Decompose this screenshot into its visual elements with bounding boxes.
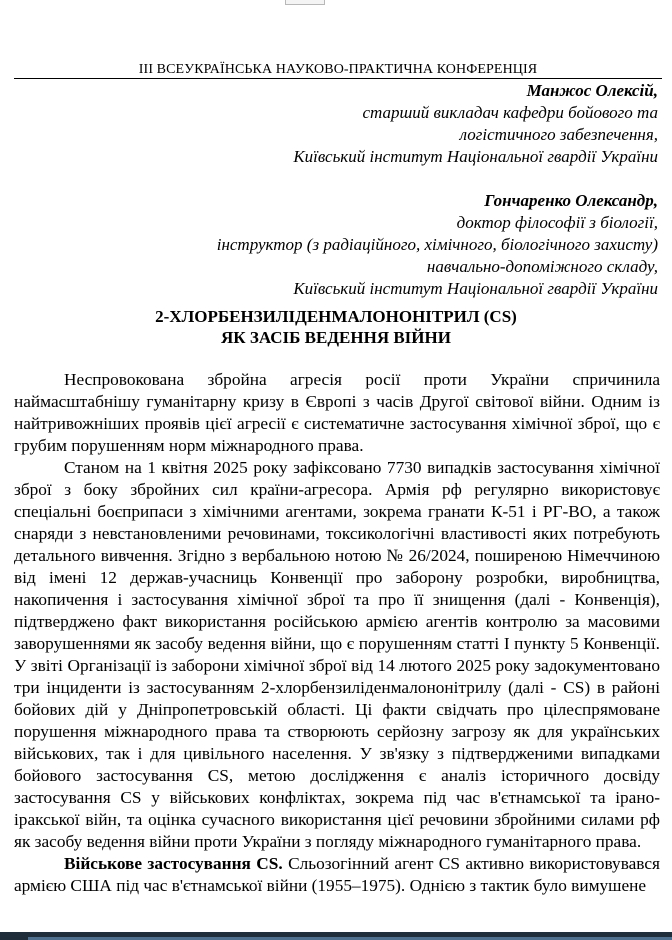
paragraph-2: Станом на 1 квітня 2025 року зафіксовано 7730 випадків застосування хімічної зброї з боку збройних сил країни-агресора. Армія рф регулярно використовує спеціальні боєприпаси з хімічними агентами, зокрема гранати К-51 і РГ-ВО, а також снаряди з невстановленими речовинами, токсикологічні властивості яких потребують детального вивчення. Згідно з вербальною нотою № 26/2024, поширеною Німеччиною від імені 12 держав-учасниць Конвенції про заборону розробки, виробництва, накопичення і застосування хімічної зброї та про її знищення (далі - Конвенція), підтверджено факт використання російською армією агентів контролю за масовими заворушеннями як засобу ведення війни, що є порушенням статті І пункту 5 Конвенції. У звіті Організації із заборони хімічної зброї від 14 лютого 2025 року задокументовано три інциденти із застосуванням 2-хлорбензиліденмалононітрилу (далі - CS) в районі бойових дій у Дніпропетровській області. Ці факти свідчать про цілеспрямоване порушення міжнародного права та створюють серйозну загрозу як для українських військових, так і для цивільного населення. У зв'язку з підтвердженими випадками бойового застосування CS, метою дослідження є аналіз історичного досвіду застосування CS у військових конфліктах, зокрема під час в'єтнамської та ірано-іракської війн, та оцінка сучасного використання цієї речовини збройними силами рф як засобу ведення війни проти України з погляду міжнародного гуманітарного права. — [14, 458, 660, 851]
paper-title — [0, 306, 672, 348]
author-affiliation-line: логістичного забезпечення, — [459, 125, 658, 144]
author-affiliation-line: старший викладач кафедри бойового та — [362, 103, 658, 122]
conference-header: ІІІ ВСЕУКРАЇНСЬКА НАУКОВО-ПРАКТИЧНА КОНФЕРЕНЦІЯ — [14, 62, 662, 79]
author-affiliation-line: навчально-допоміжного складу, — [426, 257, 658, 276]
body-text — [14, 369, 660, 897]
paragraph-1: Неспровокована збройна агресія росії проти України спричинила наймасштабнішу гуманітарну кризу в Європі з часів Другої світової війни. Одним із найтривожніших проявів цієї агресії є систематичне застосування хімічної зброї, що є грубим порушенням норм міжнародного права. — [14, 370, 660, 455]
author-affiliation-line: Київський інститут Національної гвардії України — [293, 279, 658, 298]
author-affiliation-line: Київський інститут Національної гвардії України — [293, 147, 658, 166]
top-tab — [285, 0, 325, 5]
bottom-bar — [0, 932, 672, 940]
author-affiliation-line: доктор філософії з біології, — [456, 213, 658, 232]
author-name: Гончаренко Олександр, — [484, 191, 658, 210]
paragraph-3 — [14, 853, 660, 897]
author-affiliation-line: інструктор (з радіаційного, хімічного, біологічного захисту) — [216, 235, 658, 254]
section-heading: Військове застосування CS. — [64, 854, 283, 873]
paragraph-3-text: Сльозогінний агент CS активно використовувався армією США під час в'єтнамської війни (1955–1975). Однією з тактик було вимушене — [14, 854, 660, 895]
author-2 — [58, 190, 658, 300]
author-1 — [58, 80, 658, 168]
title-line-2: ЯК ЗАСІБ ВЕДЕННЯ ВІЙНИ — [221, 328, 451, 347]
authors-block — [58, 80, 658, 300]
title-line-1: 2-ХЛОРБЕНЗИЛІДЕНМАЛОНОНІТРИЛ (CS) — [155, 307, 517, 326]
author-name: Манжос Олексій, — [526, 81, 658, 100]
